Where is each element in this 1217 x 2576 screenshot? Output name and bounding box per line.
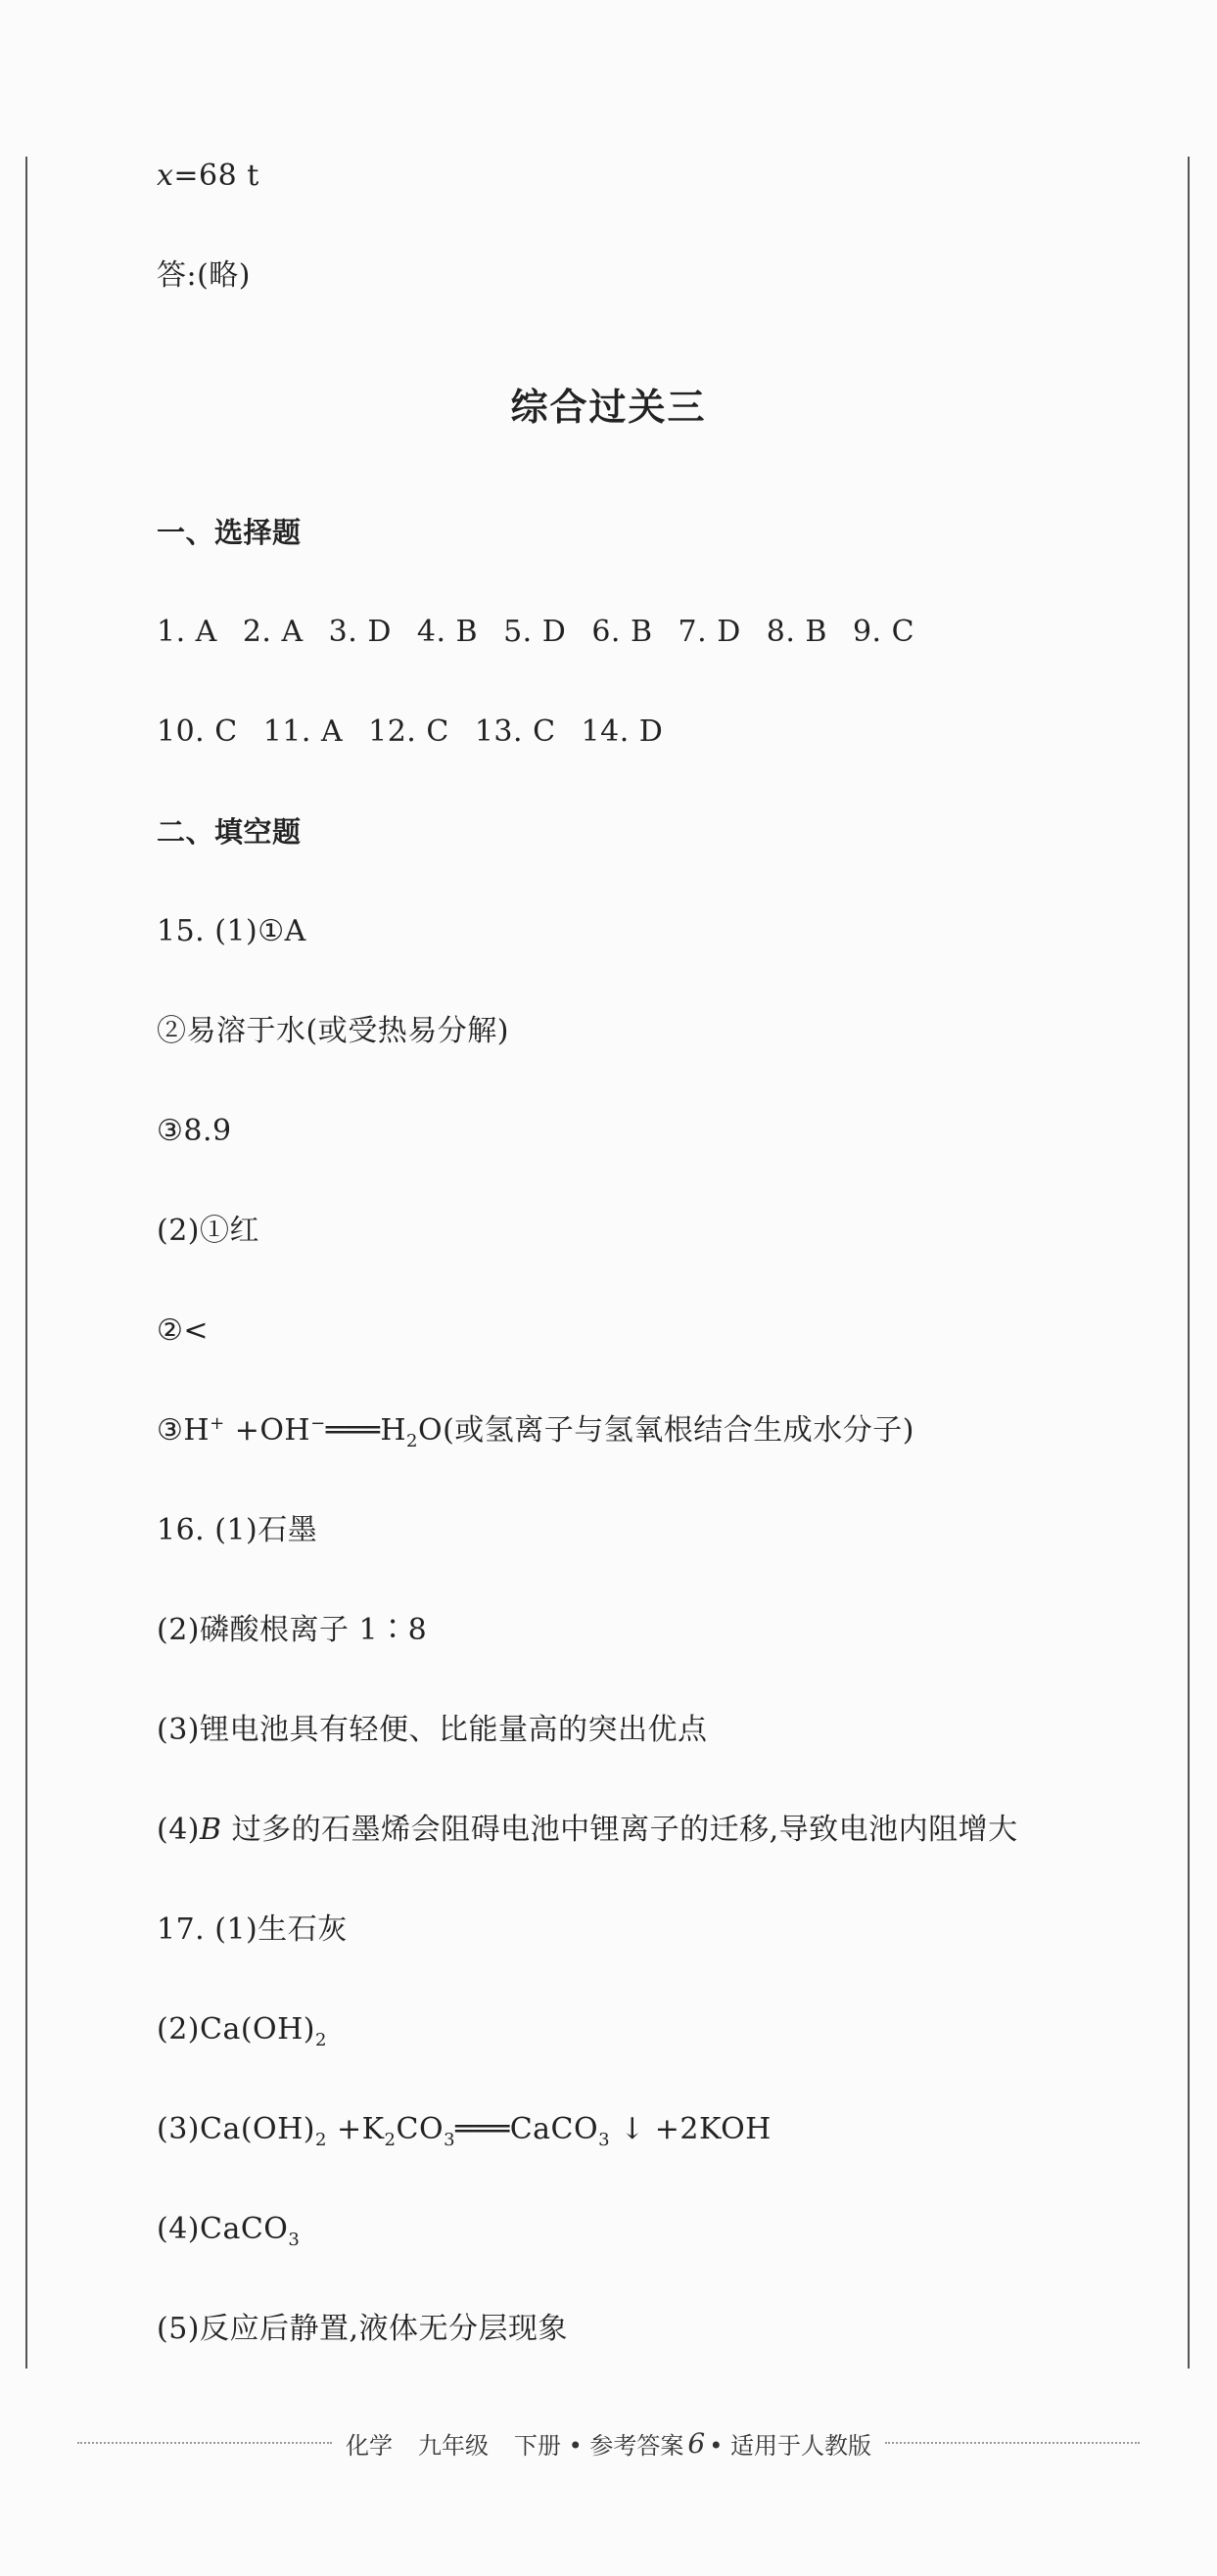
formula-part: O(或氢离子与氢氧根结合生成水分子): [418, 1413, 915, 1448]
formula-part: (3)Ca(OH): [157, 2112, 315, 2146]
answer-part: 过多的石墨烯会阻碍电池中锂离子的迁移,导致电池内阻增大: [221, 1813, 1018, 1847]
mcq-answer: 11. A: [262, 714, 344, 749]
formula-part: +K: [326, 2112, 385, 2146]
page-footer: [0, 2423, 1217, 2462]
page-title: 综合过关三: [510, 386, 707, 429]
answer-omitted: 答:(略): [157, 258, 252, 293]
mcq-answer: 1. A: [157, 615, 217, 649]
q17-line-b: [157, 2010, 327, 2049]
footer-page-number: 6: [687, 2426, 706, 2460]
formula-part: (4)CaCO: [157, 2212, 289, 2246]
mcq-answer: 8. B: [766, 615, 827, 649]
q15-line-c: ③8.9: [157, 1114, 232, 1148]
variable-x: x: [157, 159, 174, 193]
formula-subscript: 3: [444, 2130, 456, 2150]
formula-subscript: 2: [406, 1431, 418, 1451]
footer-dotted-rule-left: [77, 2442, 332, 2444]
equation-rest: =68 t: [173, 159, 259, 193]
formula-subscript: 3: [288, 2230, 301, 2250]
formula-part: ③H: [157, 1413, 211, 1448]
formula-part: ═══H: [325, 1413, 407, 1448]
mcq-answer: 4. B: [416, 615, 479, 649]
left-margin-line: [25, 157, 27, 2369]
mcq-answer: 12. C: [368, 714, 449, 749]
q17-line-e: (5)反应后静置,液体无分层现象: [157, 2312, 569, 2346]
mcq-answer: 10. C: [157, 714, 238, 749]
footer-dotted-rule-right: [885, 2442, 1140, 2444]
mcq-answer: 5. D: [503, 615, 567, 649]
formula-part: ↓ +2KOH: [610, 2112, 772, 2146]
mcq-answers-row-1: [157, 613, 940, 652]
formula-subscript: 3: [598, 2130, 611, 2150]
q16-line-d: [157, 1811, 1018, 1850]
mcq-answer: 6. B: [591, 615, 653, 649]
q17-line-a: 17. (1)生石灰: [157, 1912, 348, 1947]
footer-edition: • 适用于人教版: [709, 2431, 872, 2460]
q17-line-c: [157, 2110, 772, 2149]
footer-term: 下册 • 参考答案: [513, 2431, 684, 2460]
q16-line-a: 16. (1)石墨: [157, 1513, 318, 1547]
section-heading-fill-in: 二、填空题: [157, 815, 302, 849]
q15-line-f: [157, 1411, 914, 1450]
q15-line-e: ②<: [157, 1313, 210, 1348]
q15-line-b: ②易溶于水(或受热易分解): [157, 1014, 509, 1048]
mcq-answer: 13. C: [474, 714, 556, 749]
footer-subject: 化学: [345, 2431, 393, 2460]
mcq-answer: 2. A: [242, 615, 304, 649]
formula-subscript: 2: [315, 2030, 327, 2050]
formula-part: ═══CaCO: [455, 2112, 599, 2146]
mcq-answer: 7. D: [678, 615, 741, 649]
footer-grade: 九年级: [417, 2431, 489, 2460]
formula-subscript: 2: [315, 2130, 327, 2150]
formula-part: CO: [396, 2112, 445, 2146]
formula-subscript: 2: [384, 2130, 397, 2150]
equation-line: [157, 157, 259, 196]
mcq-answer: 3. D: [328, 615, 392, 649]
formula-part: +OH: [224, 1413, 311, 1448]
q15-line-a: 15. (1)①A: [157, 914, 306, 948]
mcq-answer: 14. D: [581, 714, 664, 749]
mcq-answer: 9. C: [852, 615, 915, 649]
right-margin-line: [1188, 157, 1190, 2369]
mcq-answers-row-2: [157, 713, 688, 752]
q16-line-c: (3)锂电池具有轻便、比能量高的突出优点: [157, 1713, 708, 1747]
formula-superscript: +: [210, 1413, 225, 1434]
formula-part: (2)Ca(OH): [157, 2012, 315, 2047]
q17-line-d: [157, 2210, 300, 2249]
q16-line-b: (2)磷酸根离子 1∶8: [157, 1613, 428, 1647]
formula-superscript: −: [310, 1413, 326, 1434]
answer-part: (4): [157, 1813, 200, 1847]
q15-line-d: (2)①红: [157, 1214, 259, 1248]
answer-letter: B: [200, 1813, 222, 1847]
section-heading-mcq: 一、选择题: [157, 516, 302, 549]
